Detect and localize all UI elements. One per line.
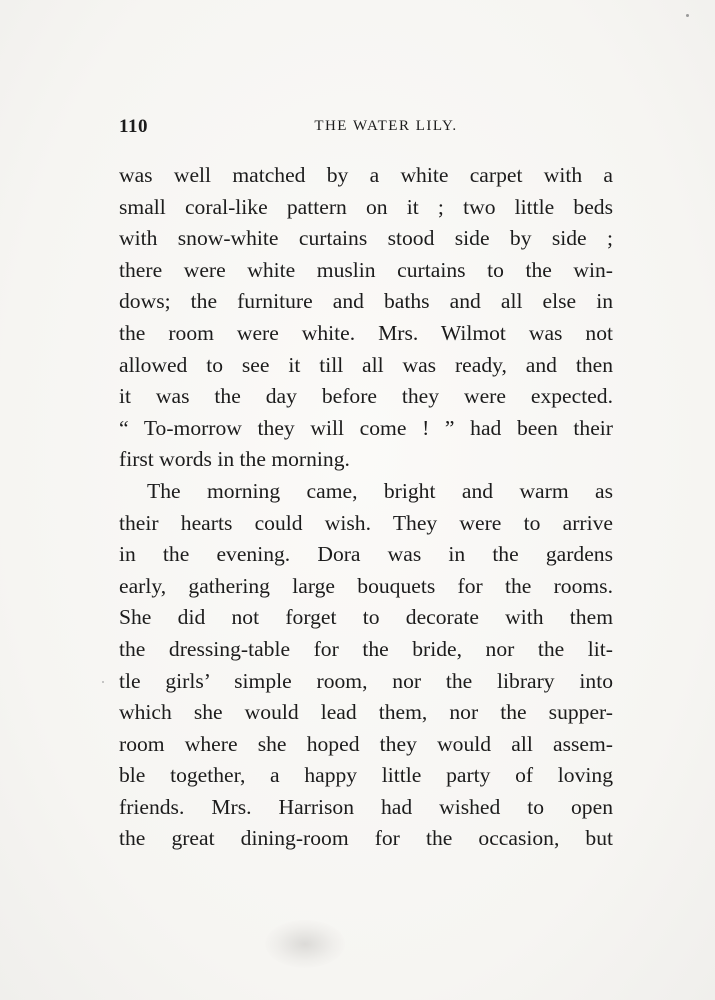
text-line: tle girls’ simple room, nor the library into [119, 668, 613, 693]
text-line: their hearts could wish. They were to arrive [119, 510, 613, 535]
text-line: The morning came, bright and warm as [147, 478, 613, 503]
text-line: allowed to see it till all was ready, and then [119, 352, 613, 377]
text-line: the dressing-table for the bride, nor the lit- [119, 636, 613, 661]
page-number: 110 [119, 116, 148, 137]
text-line: “ To-morrow they will come ! ” had been their [119, 415, 613, 440]
text-line: early, gathering large bouquets for the rooms. [119, 573, 613, 598]
text-line: was well matched by a white carpet with a [119, 163, 613, 187]
text-line: room where she hoped they would all assem- [119, 731, 613, 756]
text-line: ble together, a happy little party of loving [119, 763, 613, 788]
text-line: the room were white. Mrs. Wilmot was not [119, 320, 613, 345]
paper-speck [686, 14, 689, 17]
running-title: THE WATER LILY. [314, 118, 458, 134]
paper-speck [102, 681, 104, 683]
text-line: it was the day before they were expected. [119, 384, 613, 409]
text-line: in the evening. Dora was in the gardens [119, 542, 613, 567]
text-line: with snow-white curtains stood side by side ; [119, 226, 613, 251]
text-line: She did not forget to decorate with them [119, 605, 613, 630]
paper-stain [265, 920, 345, 968]
text-line: small coral-like pattern on it ; two little beds [119, 194, 613, 219]
text-line: dows; the furniture and baths and all else in [119, 289, 613, 314]
body-text [119, 160, 613, 855]
text-line: friends. Mrs. Harrison had wished to open [119, 794, 613, 819]
text-line: the great dining-room for the occasion, but [119, 826, 613, 851]
text-line: first words in the morning. [119, 447, 350, 472]
text-line: which she would lead them, nor the supper- [119, 700, 613, 725]
running-head [119, 116, 613, 140]
text-line: there were white muslin curtains to the win- [119, 257, 613, 282]
